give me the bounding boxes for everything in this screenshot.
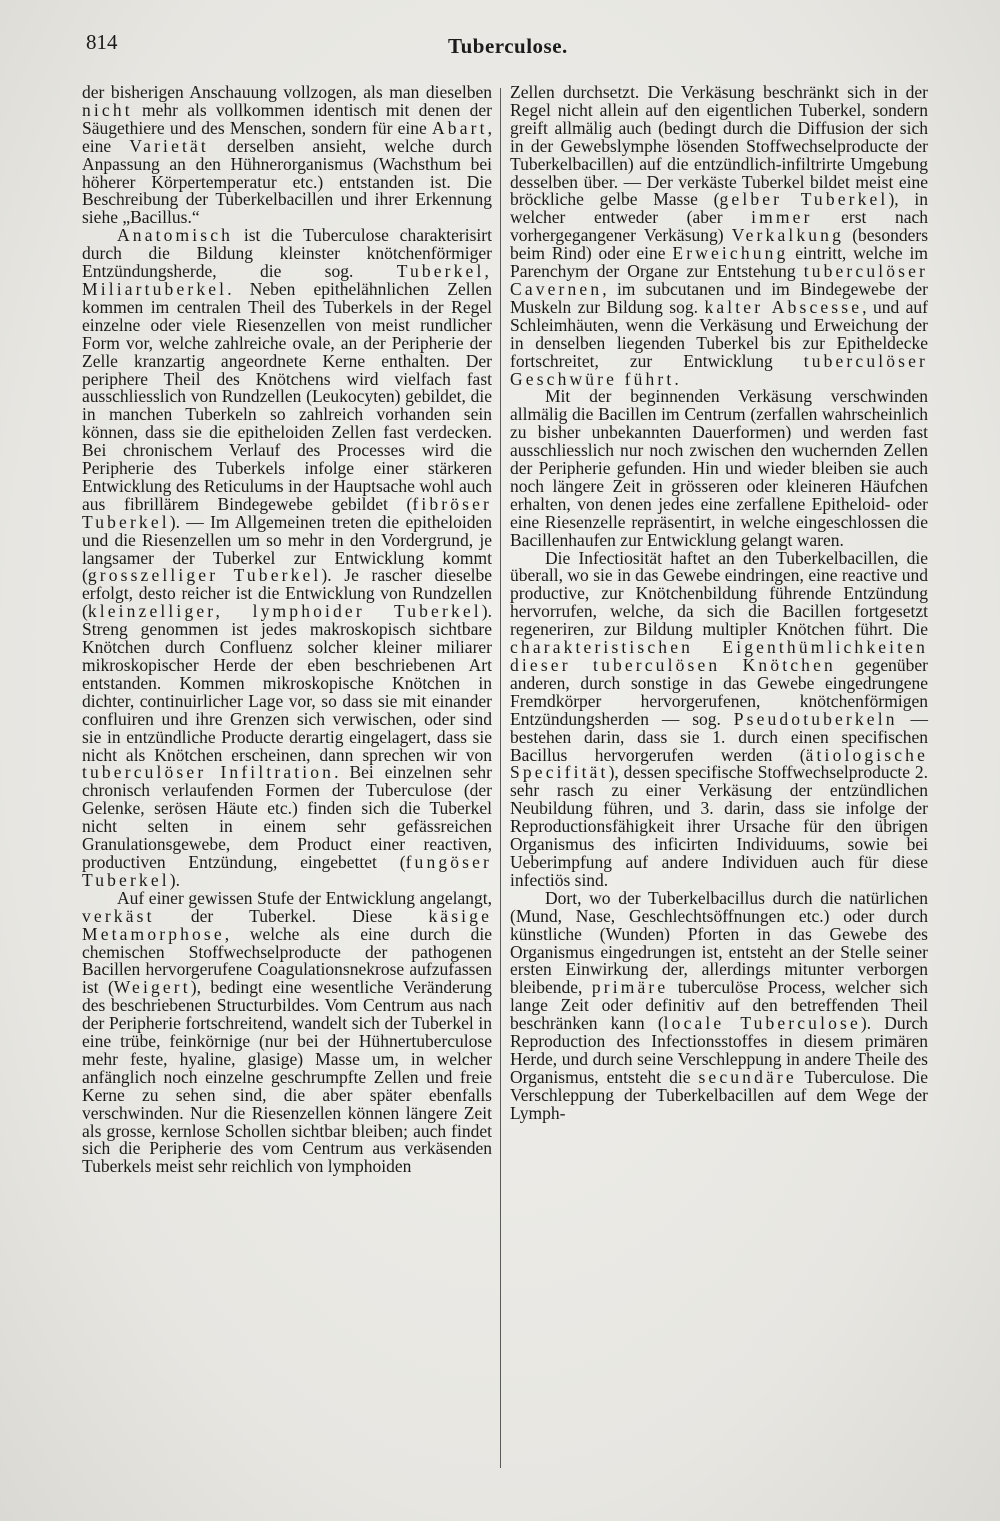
text-run: gegenüber anderen, durch sonstige in das Gewebe eingedrungene Fremdkörper hervorgerufenen, knötchenförmigen Entzündungsherden — sog. bbox=[510, 655, 928, 729]
spaced-emphasis: tuberculöser Infiltration bbox=[82, 762, 335, 783]
spaced-emphasis: kleinzelliger, lymphoider Tuberkel bbox=[87, 601, 482, 622]
text-run: ). bbox=[169, 869, 180, 890]
text-run: ist die Tuberculose charakterisirt durch die Bildung kleinster knötchenförmiger Entzündungsherde, die sog. bbox=[82, 225, 492, 282]
spaced-emphasis: tuberculöser Geschwüre führt bbox=[510, 350, 928, 389]
paragraph bbox=[82, 887, 492, 1177]
spaced-emphasis: grosszelliger Tuberkel bbox=[87, 565, 322, 586]
spaced-emphasis: Tuberkel, Miliartuberkel bbox=[82, 261, 492, 299]
spaced-emphasis: locale Tuberculose bbox=[663, 1013, 861, 1034]
spaced-emphasis: käsige Metamorphose bbox=[82, 905, 492, 944]
paragraph bbox=[510, 388, 928, 549]
text-run: derselben ansieht, welche durch Anpassung an den Hühnerorganismus (Wachsthum bei höherer Körpertemperatur etc.) entstanden ist. Die Beschreibung der Tuberkelbacillen und ihrer Erkennung siehe „Bacillus.“ bbox=[82, 135, 492, 228]
text-run: ), dessen specifische Stoffwechselproducte 2. sehr rasch zu einer Verkäsung der entzündlichen Neubildung führen, und 3. darin, dass sie infolge der Reproductionsfähigkeit ihrer Ursache für den übrigen Organismus des inficirten Individuums, sowie bei Ueberimpfung auf andere Individuen auch für diese infectiös sind. bbox=[510, 762, 928, 890]
spaced-emphasis: Erweichung bbox=[672, 243, 789, 264]
text-run: , welche als eine durch die chemischen Stoffwechselproducte der pathogenen Bacillen hervorgerufene Coagulationsnekrose aufzufassen ist ( bbox=[82, 923, 492, 998]
page-number: 814 bbox=[86, 30, 118, 54]
spaced-emphasis: kalter Abscesse bbox=[704, 296, 863, 317]
text-run: eintritt, welche im Parenchym der Organe zur Entstehung bbox=[510, 243, 928, 282]
text-run: erst nach vorhergegangener Verkäsung) bbox=[510, 207, 928, 246]
paragraph bbox=[510, 547, 928, 890]
spaced-emphasis: tuberculöser Cavernen bbox=[510, 261, 928, 299]
text-run: Mit der beginnenden Verkäsung verschwinden allmälig die Bacillen im Centrum (zerfallen wahrscheinlich zu bisher unbekannten Dauerformen) und werden fast ausschliesslich nur noch zwischen den wuchernden Zellen der Peripherie gefunden. Hin und wieder bleiben sie auch noch längere Zeit in grösseren oder kleineren Häufchen erhalten, von denen jedes eine zerfallene Epitheloid- oder eine Riesenzelle repräsentirt, in welche eingeschlossen die Bacillenhaufen zur Entwicklung gelangt waren. bbox=[510, 386, 928, 550]
text-run: ). — Im Allgemeinen treten die epitheloiden und die Riesenzellen um so mehr in den Vordergrund, je langsamer der Tuberkel zur Entwicklung kommt ( bbox=[82, 511, 492, 586]
text-run: — bestehen darin, dass sie 1. durch einen specifischen Bacillus hervorgerufen werden ( bbox=[510, 708, 928, 765]
spaced-emphasis: Varietät bbox=[129, 135, 209, 156]
spaced-emphasis: Anatomisch bbox=[117, 225, 234, 246]
running-title: Tuberculose. bbox=[448, 34, 568, 58]
spaced-emphasis: secundäre bbox=[698, 1066, 797, 1087]
text-run: der bisherigen Anschauung vollzogen, als man dieselben bbox=[82, 82, 492, 102]
text-run: Tuberculose. Die Verschleppung der Tuberkelbacillen auf dem Wege der Lymph- bbox=[510, 1066, 928, 1123]
text-run: Die Infectiosität haftet an den Tuberkelbacillen, die überall, wo sie in das Gewebe eindringen, eine reactive und productive, zur Knötchenbildung führende Entzündung hervorrufen, welche, da sich die Bacillen fortgesetzt regeneriren, zur Bildung multipler Knötchen führt. Die bbox=[510, 547, 928, 640]
paragraph bbox=[510, 887, 928, 1123]
spaced-emphasis: charakteristischen Eigenthümlichkeiten dieser tuberculösen Knötchen bbox=[510, 637, 928, 675]
spaced-emphasis: verkäst bbox=[82, 905, 155, 926]
text-run: , und auf Schleimhäuten, wenn die Verkäsung und Erweichung der in denselben liegenden Tuberkel bis zur Epitheldecke fortschreitet, zur Entwicklung bbox=[510, 296, 928, 371]
paragraph bbox=[82, 84, 492, 227]
spaced-emphasis: Pseudotuberkeln bbox=[733, 708, 898, 729]
spaced-emphasis: Verkalkung bbox=[731, 225, 844, 246]
spaced-emphasis: fungöser Tuberkel bbox=[82, 851, 492, 890]
text-run: tuberculöse Process, welcher sich lange Zeit oder definitiv auf den betreffenden Theil beschränken kann ( bbox=[510, 977, 928, 1034]
paragraph bbox=[510, 84, 928, 388]
spaced-emphasis: primäre bbox=[591, 977, 669, 998]
left-column bbox=[82, 84, 492, 1176]
spaced-emphasis: ätiologische Specifität bbox=[510, 744, 928, 783]
spaced-emphasis: fibröser Tuberkel bbox=[82, 493, 492, 532]
text-run: Zellen durchsetzt. Die Verkäsung beschränkt sich in der Regel nicht allein auf den eigentlichen Tuberkel, sondern greift allmälig auch (bedingt durch die Diffusion der sich in der Gewebslymphe lösenden Stoffwechselproducte der Tuberkelbacillen) auf die entzündlich-infiltrirte Umgebung desselben über. — Der verkäste Tuberkel bildet meist eine bröckliche gelbe Masse ( bbox=[510, 82, 928, 210]
text-run: Dort, wo der Tuberkelbacillus durch die natürlichen (Mund, Nase, Geschlechtsöffnungen etc.) oder durch künstliche (Wunden) Pforten in das Gewebe des Organismus eingedrungen ist, entsteht an der Stelle seiner ersten Einwirkung der, allerdings mitunter verborgen bleibende, bbox=[510, 887, 928, 998]
text-run: . bbox=[674, 368, 679, 389]
paragraph bbox=[82, 227, 492, 890]
right-column bbox=[510, 84, 928, 1123]
spaced-emphasis: Weigert bbox=[113, 977, 191, 998]
spaced-emphasis: gelber Tuberkel bbox=[719, 189, 889, 210]
text-run: , im subcutanen und im Bindegewebe der Muskeln zur Bildung sog. bbox=[510, 278, 928, 317]
text-run: mehr als vollkommen identisch mit denen der Säugethiere und des Menschen, sondern für eine bbox=[82, 99, 492, 138]
text-run: , eine bbox=[82, 117, 492, 156]
text-run: . Neben epithelähnlichen Zellen kommen im centralen Theil des Tuberkels in der Regel einzelne oder viele Riesenzellen von meist rundlicher Form vor, welche zahlreiche ovale, an der Peripherie der Zelle kranzartig angeordnete Kerne enthalten. Der periphere Theil des Knötchens wird vielfach fast ausschliesslich von Rundzellen (Leukocyten) gebildet, die in manchen Tuberkeln so zahlreich vorhanden sein können, dass sie die epitheloiden Zellen fast verdecken. Bei chronischem Verlauf des Processes wird die Peripherie des Tuberkels infolge einer stärkeren Entwicklung des Reticulums in der Hauptsache wohl auch aus fibrillärem Bindegewebe gebildet ( bbox=[82, 278, 492, 514]
text-run: ), bedingt eine wesentliche Veränderung des beschriebenen Structurbildes. Vom Centrum aus nach der Peripherie fortschreitend, wandelt sich der Tuberkel in eine trübe, feinkörnige (nur bei der Hühnertuberculose mehr feste, hyaline, glasige) Masse um, in welcher anfänglich noch einzelne geschrumpfte Zellen und freie Kerne zu sehen sind, die aber später ebenfalls verschwinden. Nur die Riesenzellen können längere Zeit als grosse, kernlose Schollen sichtbar bleiben; auch findet sich die Peripherie des vom Centrum aus verkäsenden Tuberkels meist sehr reichlich von lymphoiden bbox=[82, 977, 492, 1177]
text-run: ). Je rascher dieselbe erfolgt, desto reicher ist die Entwicklung von Rundzellen ( bbox=[82, 565, 492, 622]
text-run: Auf einer gewissen Stufe der Entwicklung angelangt, bbox=[117, 887, 492, 908]
text-run: (besonders beim Rind) oder eine bbox=[510, 225, 928, 264]
spaced-emphasis: nicht bbox=[82, 99, 133, 120]
text-run: . Bei einzelnen sehr chronisch verlaufenden Formen der Tuberculose (der Gelenke, serösen Häute etc.) finden sich die Tuberkel nicht selten in einem sehr gefässreichen Granulationsgewebe, dem Product einer reactiven, productiven Entzündung, eingebettet ( bbox=[82, 762, 492, 872]
text-run: der Tuberkel. Diese bbox=[154, 905, 429, 926]
text-run: ). Streng genommen ist jedes makroskopisch sichtbare Knötchen durch Confluenz solcher kleiner miliarer mikroskopischer Herde der eben beschriebenen Art entstanden. Kommen mikroskopische Knötchen in dichter, continuirlicher Lage vor, so dass sie mit einander confluiren und ihre Grenzen sich verwischen, oder sind sie in entzündliche Producte derartig eingelagert, dass sie nicht als Knötchen erscheinen, dann sprechen wir von bbox=[82, 601, 492, 765]
spaced-emphasis: Abart bbox=[432, 117, 488, 138]
column-divider bbox=[500, 88, 501, 1468]
spaced-emphasis: immer bbox=[751, 207, 813, 228]
text-run: ). Durch Reproduction des Infectionsstoffes in diesem primären Herde, und durch seine Verschleppung in andere Theile des Organismus, entsteht die bbox=[510, 1013, 928, 1087]
text-run: ), in welcher entweder (aber bbox=[510, 189, 928, 228]
